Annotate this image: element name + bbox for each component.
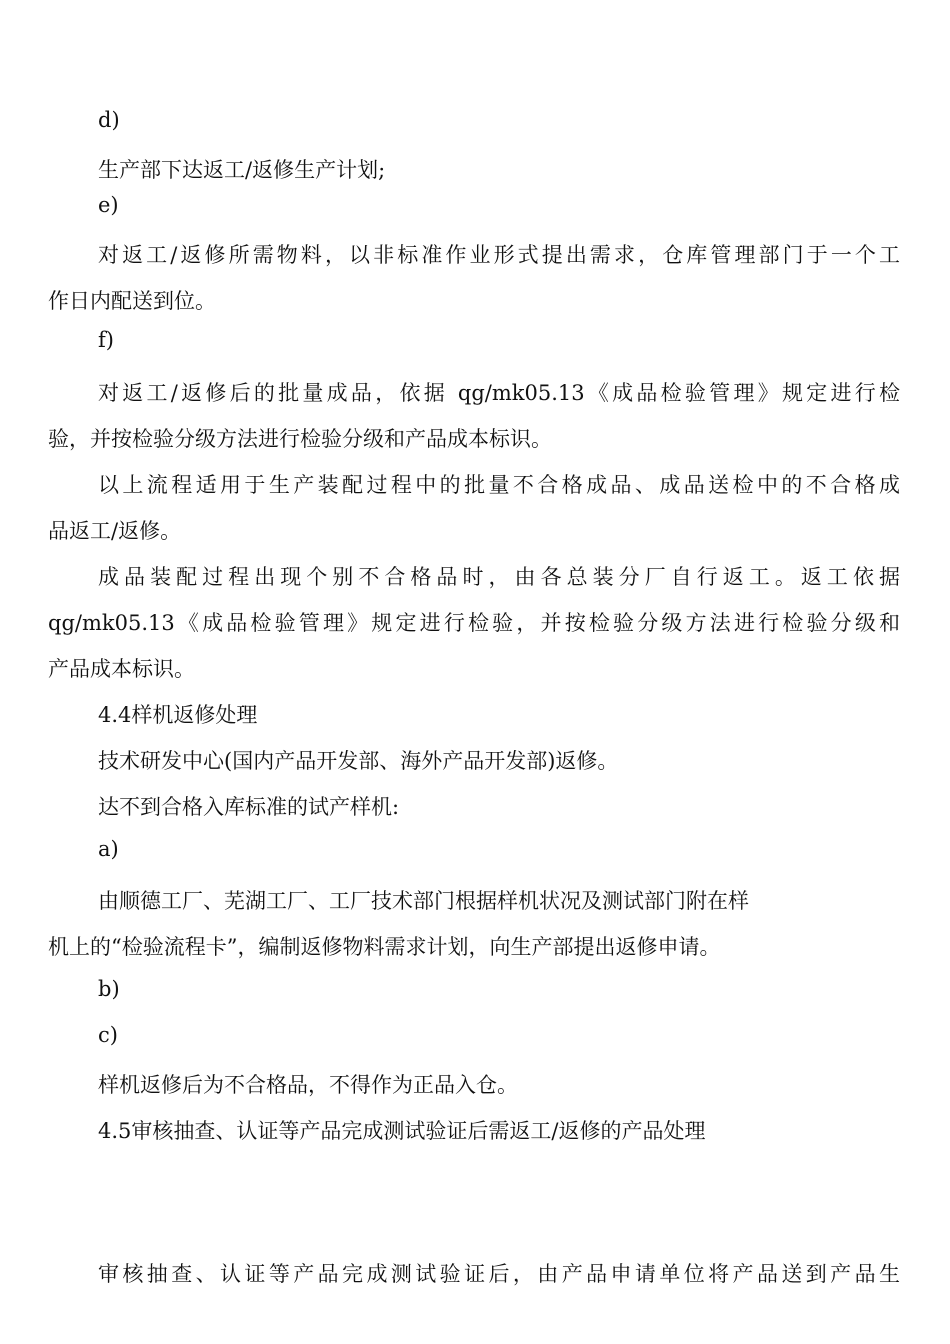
- paragraph-line: 作日内配送到位。: [48, 289, 216, 313]
- list-marker-b: b): [98, 977, 120, 1001]
- paragraph: 样机返修后为不合格品，不得作为正品入仓。: [98, 1073, 518, 1097]
- paragraph-line: 验，并按检验分级方法进行检验分级和产品成本标识。: [48, 427, 552, 451]
- list-marker-c: c): [98, 1023, 118, 1047]
- paragraph-line: 产品成本标识。: [48, 657, 195, 681]
- section-heading-4-4: 4.4样机返修处理: [98, 703, 258, 727]
- list-marker-f: f): [98, 328, 114, 352]
- paragraph: 生产部下达返工/返修生产计划;: [98, 158, 386, 182]
- paragraph-line: 机上的“检验流程卡”，编制返修物料需求计划，向生产部提出返修申请。: [48, 935, 721, 959]
- paragraph-line: 成品装配过程出现个别不合格品时，由各总装分厂自行返工。返工依据: [98, 565, 900, 589]
- paragraph: 技术研发中心(国内产品开发部、海外产品开发部)返修。: [98, 749, 619, 773]
- paragraph-line: 由顺德工厂、芜湖工厂、工厂技术部门根据样机状况及测试部门附在样: [98, 889, 749, 913]
- list-marker-e: e): [98, 193, 119, 217]
- paragraph-line: 以上流程适用于生产装配过程中的批量不合格成品、成品送检中的不合格成: [98, 473, 900, 497]
- paragraph-line: 品返工/返修。: [48, 519, 182, 543]
- paragraph: 达不到合格入库标准的试产样机:: [98, 795, 400, 819]
- paragraph-line: 对返工/返修所需物料，以非标准作业形式提出需求，仓库管理部门于一个工: [98, 243, 900, 267]
- list-marker-d: d): [98, 108, 120, 132]
- section-heading-4-5: 4.5审核抽查、认证等产品完成测试验证后需返工/返修的产品处理: [98, 1119, 706, 1143]
- paragraph-line: 审核抽查、认证等产品完成测试验证后，由产品申请单位将产品送到产品生: [98, 1262, 900, 1286]
- list-marker-a: a): [98, 837, 119, 861]
- paragraph-line: 对返工/返修后的批量成品，依据 qg/mk05.13《成品检验管理》规定进行检: [98, 381, 900, 405]
- paragraph-line: qg/mk05.13《成品检验管理》规定进行检验，并按检验分级方法进行检验分级和: [48, 611, 900, 635]
